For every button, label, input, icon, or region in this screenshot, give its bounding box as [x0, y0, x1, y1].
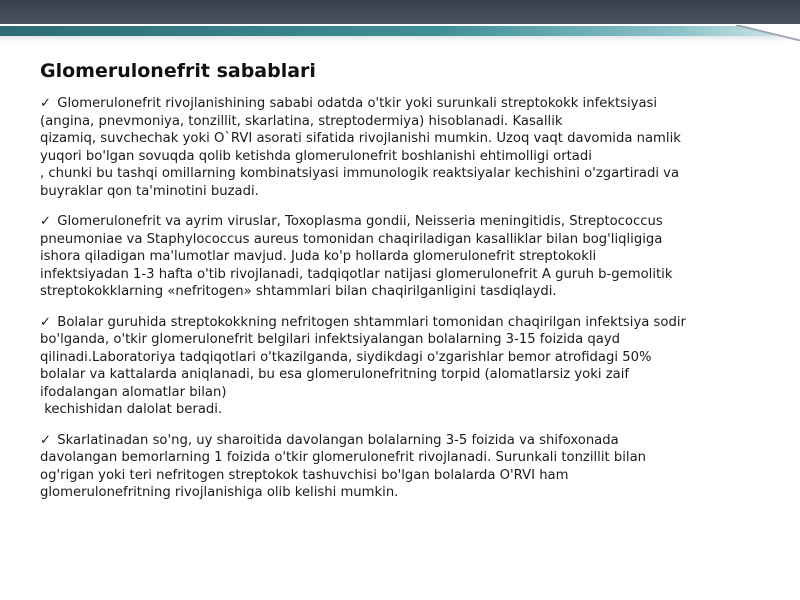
paragraph-3 [40, 314, 770, 419]
paragraph-line: ✓ Bolalar guruhida streptokokkning nefritogen shtammlari tomonidan chaqirilgan infektsiya sodir [40, 314, 686, 330]
slide-title: Glomerulonefrit sabablari [40, 60, 316, 82]
paragraph-line: bolalar va kattalarda aniqlanadi, bu esa glomerulonefritning torpid (alomatlarsiz yoki zaif [40, 367, 630, 382]
paragraph-2 [40, 213, 770, 301]
paragraph-line: buyraklar qon ta'minotini buzadi. [40, 183, 259, 199]
paragraph-line: ishora qiladigan ma'lumotlar mavjud. Juda ko'p hollarda glomerulonefrit streptokokli [40, 249, 597, 264]
paragraph-line: streptokokklarning «nefritogen» shtammlari bilan chaqirilganligini tasdiqlaydi. [40, 284, 557, 299]
paragraph-line: ✓ Glomerulonefrit va ayrim viruslar, Toxoplasma gondii, Neisseria meningitidis, Streptococcus [40, 214, 663, 229]
paragraph-line: davolangan bemorlarning 1 foizida o'tkir glomerulonefrit rivojlanadi. Surunkali tonzillit bilan [40, 450, 647, 465]
paragraph-line: (angina, pnevmoniya, tonzillit, skarlatina, streptodermiya) hisoblanadi. Kasallik [40, 113, 563, 129]
checkmark-icon: ✓ [40, 314, 52, 330]
paragraph-line: glomerulonefritning rivojlanishiga olib kelishi mumkin. [40, 485, 399, 500]
paragraph-line: ✓ Skarlatinadan so'ng, uy sharoitida davolangan bolalarning 3-5 foizida va shifoxonada [40, 432, 619, 448]
paragraph-line: yuqori bo'lgan sovuqda qolib ketishda glomerulonefrit boshlanishi ehtimolligi ortadi [40, 148, 592, 164]
top-bar [0, 0, 800, 24]
paragraph-line: ✓ Glomerulonefrit rivojlanishining sababi odatda o'tkir yoki surunkali streptokokk infektsiyasi [40, 96, 658, 111]
checkmark-icon: ✓ [40, 214, 52, 229]
checkmark-icon: ✓ [40, 432, 52, 448]
slide-body [40, 95, 770, 515]
paragraph-line: kechishidan dalolat beradi. [40, 402, 223, 417]
paragraph-line: pneumoniae va Staphylococcus aureus tomonidan chaqiriladigan kasalliklar bilan bog'liqligiga [40, 231, 663, 247]
paragraph-line: qilinadi.Laboratoriya tadqiqotlari o'tkazilganda, siydikdagi o'zgarishlar bemor atrofidagi 50% [40, 349, 652, 365]
paragraph-4 [40, 432, 770, 502]
paragraph-line: og'rigan yoki teri nefritogen streptokok tashuvchisi bo'lgan bolalarda O'RVI ham [40, 467, 569, 483]
page-corner-edge [736, 25, 800, 41]
paragraph-line: ifodalangan alomatlar bilan) [40, 384, 227, 400]
accent-shadow [0, 36, 800, 42]
checkmark-icon: ✓ [40, 96, 52, 111]
paragraph-line: infektsiyadan 1-3 hafta o'tib rivojlanadi, tadqiqotlar natijasi glomerulonefrit A guruh b-gemolitik [40, 266, 673, 282]
paragraph-line: , chunki bu tashqi omillarning kombinatsiyasi immunologik reaktsiyalar kechishini o'zgartiradi va [40, 166, 680, 181]
paragraph-1 [40, 95, 770, 200]
paragraph-line: qizamiq, suvchechak yoki O`RVI asorati sifatida rivojlanishi mumkin. Uzoq vaqt davomida namlik [40, 131, 681, 146]
paragraph-line: bo'lganda, o'tkir glomerulonefrit belgilari infektsiyalangan bolalarning 3-15 foizida qayd [40, 332, 621, 347]
accent-stripe [0, 26, 800, 36]
